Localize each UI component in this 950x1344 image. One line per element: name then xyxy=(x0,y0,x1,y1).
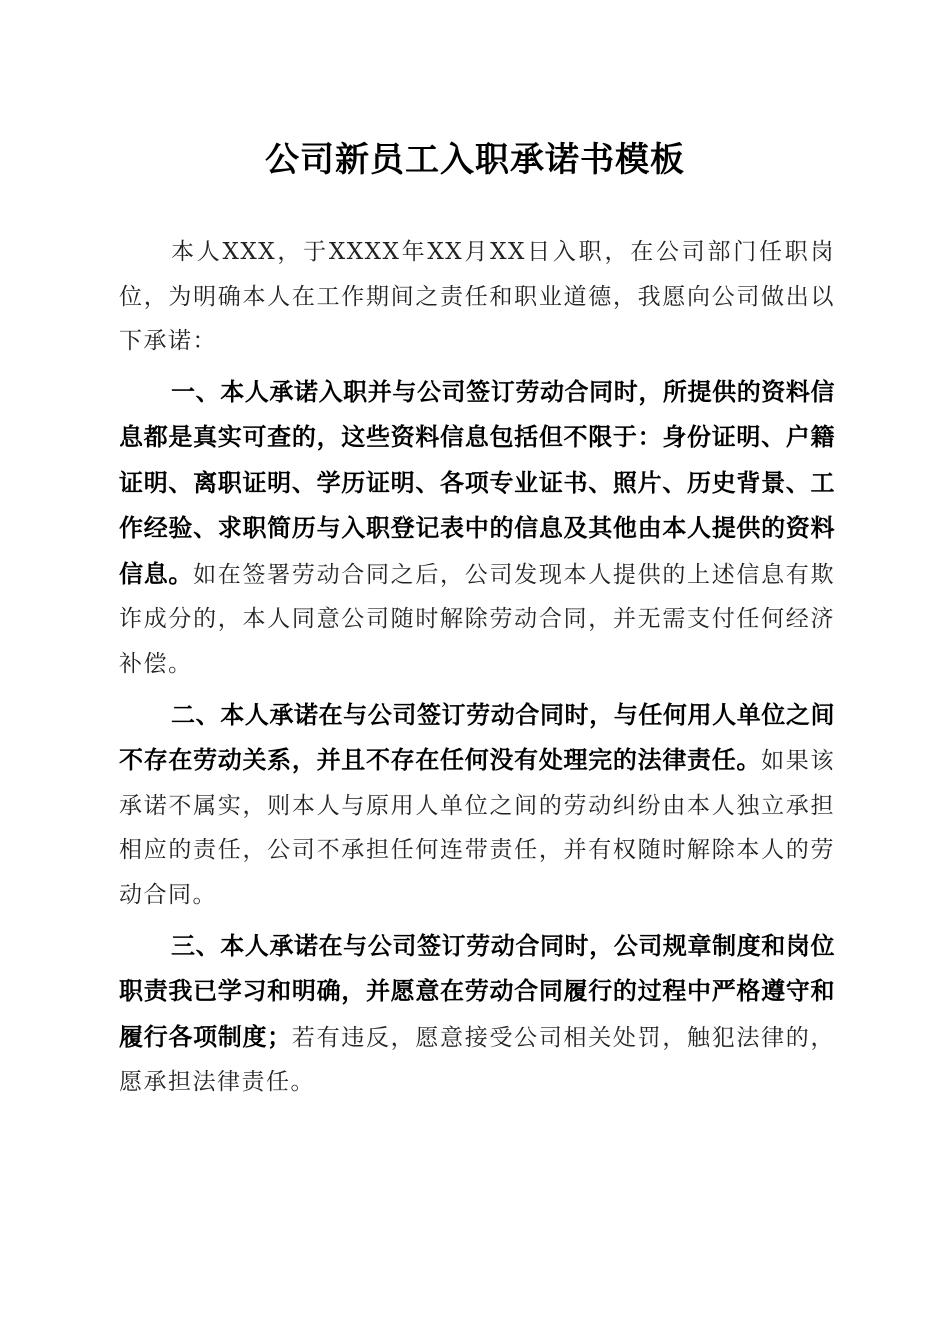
commitment-item-1 xyxy=(119,370,835,687)
commitment-item-3 xyxy=(119,924,835,1105)
commitment-item-3-plain: 若有违反，愿意接受公司相关处罚，触犯法律的，愿承担法律责任。 xyxy=(119,1024,836,1096)
document-body xyxy=(119,230,835,1105)
commitment-item-2-bold: 二、本人承诺在与公司签订劳动合同时，与任何用人单位之间不存在劳动关系，并且不存在任何没有处理完的法律责任。 xyxy=(119,700,835,775)
intro-paragraph: 本人XXX，于XXXX年XX月XX日入职，在公司部门任职岗位，为明确本人在工作期间之责任和职业道德，我愿向公司做出以下承诺： xyxy=(119,239,835,354)
document-title: 公司新员工入职承诺书模板 xyxy=(265,140,685,180)
commitment-item-3-bold: 三、本人承诺在与公司签订劳动合同时，公司规章制度和岗位职责我已学习和明确，并愿意在劳动合同履行的过程中严格遵守和履行各项制度； xyxy=(119,931,835,1051)
commitment-item-1-bold: 一、本人承诺入职并与公司签订劳动合同时，所提供的资料信息都是真实可查的，这些资料信息包括但不限于：身份证明、户籍证明、离职证明、学历证明、各项专业证书、照片、历史背景、工作经验、求职简历与入职登记表中的信息及其他由本人提供的资料信息。 xyxy=(119,377,835,588)
commitment-item-2-plain: 如果该承诺不属实，则本人与原用人单位之间的劳动纠纷由本人独立承担相应的责任，公司不承担任何连带责任，并有权随时解除本人的劳动合同。 xyxy=(119,748,836,909)
commitment-item-1-plain: 如在签署劳动合同之后，公司发现本人提供的上述信息有欺诈成分的，本人同意公司随时解除劳动合同，并无需支付任何经济补偿。 xyxy=(119,561,836,678)
commitment-item-2 xyxy=(119,693,835,918)
